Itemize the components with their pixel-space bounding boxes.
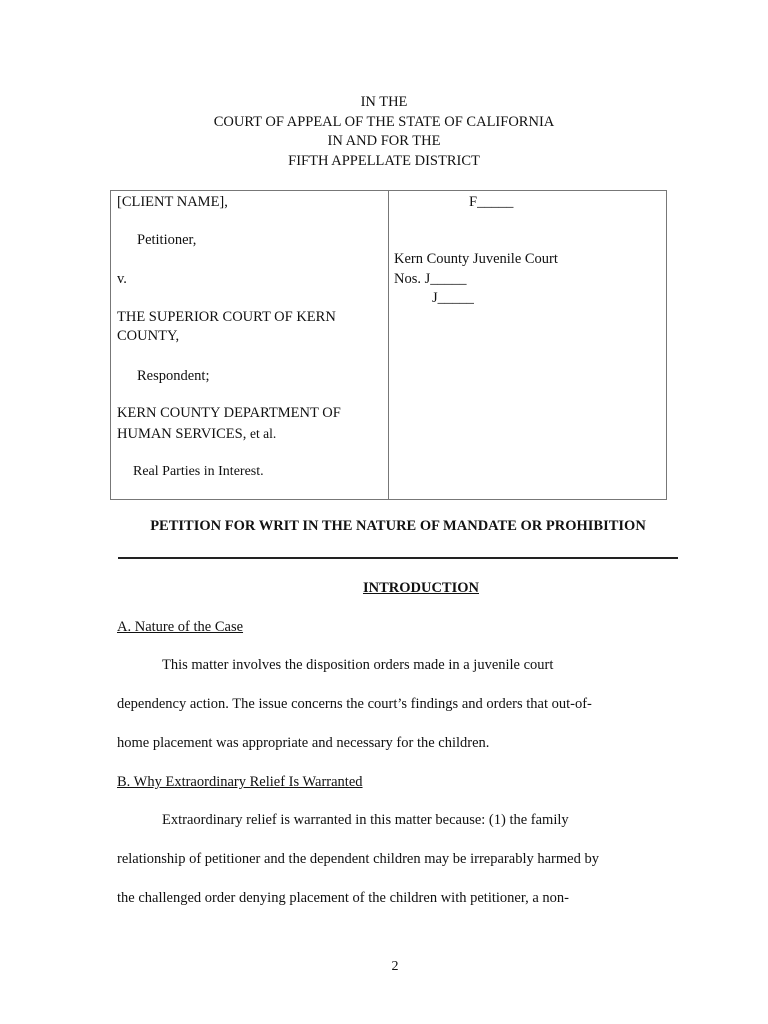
- page-number: 2: [391, 959, 399, 974]
- section-b-line: the challenged order denying placement of the children with petitioner, a non-: [117, 890, 569, 906]
- section-b-line: relationship of petitioner and the dependent children may be irreparably harmed by: [117, 851, 599, 867]
- case-number: F_____: [469, 194, 514, 210]
- caption-parties-cell: [111, 191, 389, 499]
- court-header-line: FIFTH APPELLATE DISTRICT: [288, 152, 480, 169]
- section-b-line: Extraordinary relief is warranted in this matter because: (1) the family: [162, 812, 569, 828]
- respondent-name-line2: COUNTY,: [117, 328, 180, 344]
- lower-court-number-2: J_____: [432, 290, 474, 306]
- section-a-heading: A. Nature of the Case: [117, 619, 244, 635]
- section-a-line: dependency action. The issue concerns the court’s findings and orders that out-of-: [117, 696, 592, 712]
- court-header-line: COURT OF APPEAL OF THE STATE OF CALIFORNIA: [213, 113, 555, 130]
- respondent-name-line1: THE SUPERIOR COURT OF KERN: [117, 309, 336, 325]
- lower-court-name: Kern County Juvenile Court: [394, 251, 558, 267]
- real-party-name-text: HUMAN SERVICES,: [117, 426, 247, 442]
- versus-label: v.: [117, 271, 127, 287]
- case-caption-table: [110, 190, 667, 500]
- petitioner-label: Petitioner,: [137, 232, 197, 248]
- section-b-heading: B. Why Extraordinary Relief Is Warranted: [117, 774, 363, 790]
- real-party-suffix: et al.: [249, 426, 277, 441]
- real-party-name-line2: [117, 424, 276, 445]
- lower-court-number-1: Nos. J_____: [394, 271, 467, 287]
- section-a-line: home placement was appropriate and necessary for the children.: [117, 735, 490, 751]
- petitioner-name: [CLIENT NAME],: [117, 194, 228, 210]
- court-header-line: IN AND FOR THE: [327, 133, 441, 149]
- petition-title: PETITION FOR WRIT IN THE NATURE OF MANDATE OR PROHIBITION: [150, 518, 646, 534]
- real-party-name-line1: KERN COUNTY DEPARTMENT OF: [117, 405, 341, 421]
- real-parties-label: Real Parties in Interest.: [133, 464, 264, 479]
- caption-case-number-cell: [389, 191, 666, 499]
- introduction-heading: INTRODUCTION: [362, 580, 479, 596]
- title-divider: [118, 557, 678, 559]
- court-header: [0, 93, 768, 171]
- section-a-line: This matter involves the disposition orders made in a juvenile court: [162, 657, 554, 673]
- court-header-line: IN THE: [360, 94, 408, 110]
- respondent-label: Respondent;: [137, 368, 210, 384]
